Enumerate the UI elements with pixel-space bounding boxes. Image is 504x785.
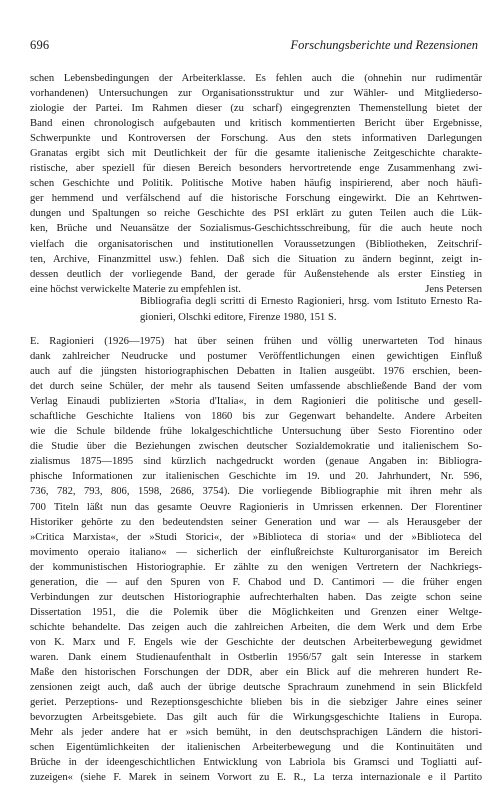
- previous-review-line: vorhandenen) Untersuchungen zur Organisationsstruktur und zur Wähler- und Mitgliederso-: [30, 88, 482, 100]
- previous-review-line: ten, Archive, Finanzmittel usw.) fehlen. Daß sich die Situation zu ändern beginnt, zeigt in-: [30, 253, 482, 265]
- review-line: von K. Marx und F. Engels wie der Geschichte der deutschen Arbeiterbewegung gewidmet: [30, 636, 482, 648]
- review-line: zensionen zeigt auch, daß auch der übrige deutsche Sprachraum zunehmend in sein Blickfeld: [30, 682, 482, 694]
- previous-review-line: Granatas ergibt sich mit Deutlichkeit der für die gesamte italienische Zeitgeschichte charakte-: [30, 148, 482, 160]
- previous-review-line: schen Lebensbedingungen der Arbeiterklasse. Es fehlen auch die (ohnehin nur rudimentär: [30, 73, 482, 84]
- reviewer-signature: Jens Petersen: [425, 283, 482, 295]
- review-line: zialismus 1875—1895 sind kürzlich nachgedruckt worden (genaue Angaben in: Bibliogra-: [30, 456, 482, 468]
- running-header: Forschungsberichte und Rezensionen: [290, 38, 478, 52]
- review-line: wie die Schule bildende frühe lokalgeschichtliche Untersuchung über Sesto Fiorentino oder: [30, 426, 482, 438]
- review-line: geriet. Perzeptions- und Rezeptionsgeschichte blieben bis in die siebziger Jahre eines seiner: [30, 697, 482, 709]
- previous-review-text: [30, 71, 482, 297]
- review-line: die Studie über die Beziehungen zwischen deutscher Sozialdemokratie und italienischem So-: [30, 441, 482, 453]
- review-line: Brüche in der ideengeschichtlichen Entwicklung von Labriola bis Gramsci und Togliatti auf-: [30, 757, 482, 769]
- previous-review-line: Schwerpunkte und Kontroversen der Forschung. Aus den stets informativen Darlegungen: [30, 133, 482, 145]
- review-line: Maße den historischen Forschungen der DDR, aber ein Blick auf die mehreren hundert Re-: [30, 667, 482, 679]
- previous-review-line: Band einen chronologisch aufgebauten und kritisch kommentierten Bericht über Ergebnisse,: [30, 118, 482, 130]
- page-number: 696: [30, 38, 50, 52]
- review-line: Mehr als jeder andere hat er »sich bemüht, in den deutschsprachigen Ländern die histori-: [30, 727, 482, 739]
- review-line: E. Ragionieri (1926—1975) hat über seinen frühen und völlig unerwarteten Tod hinaus: [30, 336, 482, 347]
- review-line: generation, die — auf den Spuren von F. Chabod und D. Cantimori — die früher engen: [30, 576, 482, 588]
- previous-review-line: ristische, aber speziell für diesen Bereich besonders hervortretende enge Zusammenhang zwi-: [30, 163, 482, 175]
- review-line: 736, 782, 793, 806, 1598, 2686, 3754). Die vorliegende Bibliographie mit ihren mehr als: [30, 486, 482, 498]
- review-line: Verbindungen zur deutschen Historiographie aufrechterhalten haben. Das zeigte schon seine: [30, 591, 482, 603]
- citation-line: Bibliografia degli scritti di Ernesto Ragionieri, hrsg. vom Istituto Ernesto Ra-: [140, 296, 482, 307]
- review-line: schichte behandelte. Das zeigen auch die zahlreichen Arbeiten, die dem Werk und dem Erbe: [30, 621, 482, 633]
- review-line: dank zahlreicher Neudrucke und postumer Veröffentlichungen einen gewichtigen Einfluß: [30, 351, 482, 363]
- previous-review-line: schen Geschichte und Politik. Politische Motive haben häufig inspirierend, aber noch häufi-: [30, 178, 482, 190]
- review-line: phische Informationen zur italienischen Geschichte im 19. und 20. Jahrhundert, Nr. 596,: [30, 471, 482, 483]
- previous-review-line: ken, Brüche und Neuansätze der Sozialismus-Geschichtsschreibung, für die auch heute noch: [30, 223, 482, 235]
- review-line: auch auf die jüngsten historiographischen Debatten in Italien ausgeübt. 1976 erschien, been-: [30, 366, 482, 378]
- previous-review-line: vielfach die organisatorischen und institutionellen Voraussetzungen (Bibliotheken, Zeitschrif-: [30, 238, 482, 250]
- previous-review-line: ziologie der Partei. Im Rahmen dieser (zu scharf) eingegrenzten Themenstellung bietet der: [30, 103, 482, 115]
- previous-review-line: dungen und Spaltungen so reiche Geschichte des PSI erklärt zu guten Teilen auch die Lük-: [30, 208, 482, 220]
- review-line: schen Eigentümlichkeiten der italienischen Arbeiterbewegung und die Kontinuitäten und: [30, 742, 482, 754]
- review-line: det durch seine Schüler, der mehr als tausend Seiten umfassende abschließende Band der vom: [30, 381, 482, 393]
- previous-review-line: dessen deutlich der vorliegende Band, der gerade für Außenstehende als erster Einstieg in: [30, 268, 482, 280]
- citation-line: gionieri, Olschki editore, Firenze 1980, 151 S.: [140, 311, 337, 323]
- book-citation: [140, 294, 482, 325]
- review-line: 700 Titeln läßt nun das gesamte Oeuvre Ragionieris in Umrissen erkennen. Der Florentiner: [30, 501, 482, 513]
- review-line: Dissertation 1951, die die Polemik über die Möglichkeiten und Grenzen einer Weltge-: [30, 606, 482, 618]
- review-line: Verlag Einaudi publizierten »Storia d'Italia«, in dem Ragionieri die politische und gesell-: [30, 396, 482, 408]
- review-line: zuzeigen« (siehe F. Marek in seinem Vorwort zu E. R., La terza internazionale e il Partito: [30, 772, 482, 784]
- review-line: schaftliche Geschichte Italiens von 1860 bis zur Gegenwart behandelte. Andere Arbeiten: [30, 411, 482, 423]
- review-line: bevorzugten Arbeitsgebiete. Das gilt auch für die Wirkungsgeschichte Italiens in Europa.: [30, 712, 482, 724]
- review-line: Historiker gehörte zu den bedeutendsten seiner Generation und war — als Herausgeber der: [30, 516, 482, 528]
- review-line: der kommunistischen Historiographie. Er zählte zu den wenigen Vertretern der Nachkriegs-: [30, 561, 482, 573]
- review-line: »Critica Marxista«, der »Studi Storici«, der »Biblioteca di storia« und der »Biblioteca del: [30, 531, 482, 543]
- previous-review-last-line: eine höchst verwickelte Materie zu empfehlen ist.: [30, 283, 241, 295]
- review-text: [30, 334, 482, 785]
- review-line: movimento operaio italiano« — sicherlich der einflußreichste Kulturorganisator im Bereich: [30, 546, 482, 558]
- review-line: waren. Dank einem Studienaufenthalt in Ostberlin 1956/57 galt sein Interesse in starkem: [30, 651, 482, 663]
- previous-review-line: ger hemmend und verfälschend auf die historische Forschung eingewirkt. Die an Kehrtwen-: [30, 193, 482, 205]
